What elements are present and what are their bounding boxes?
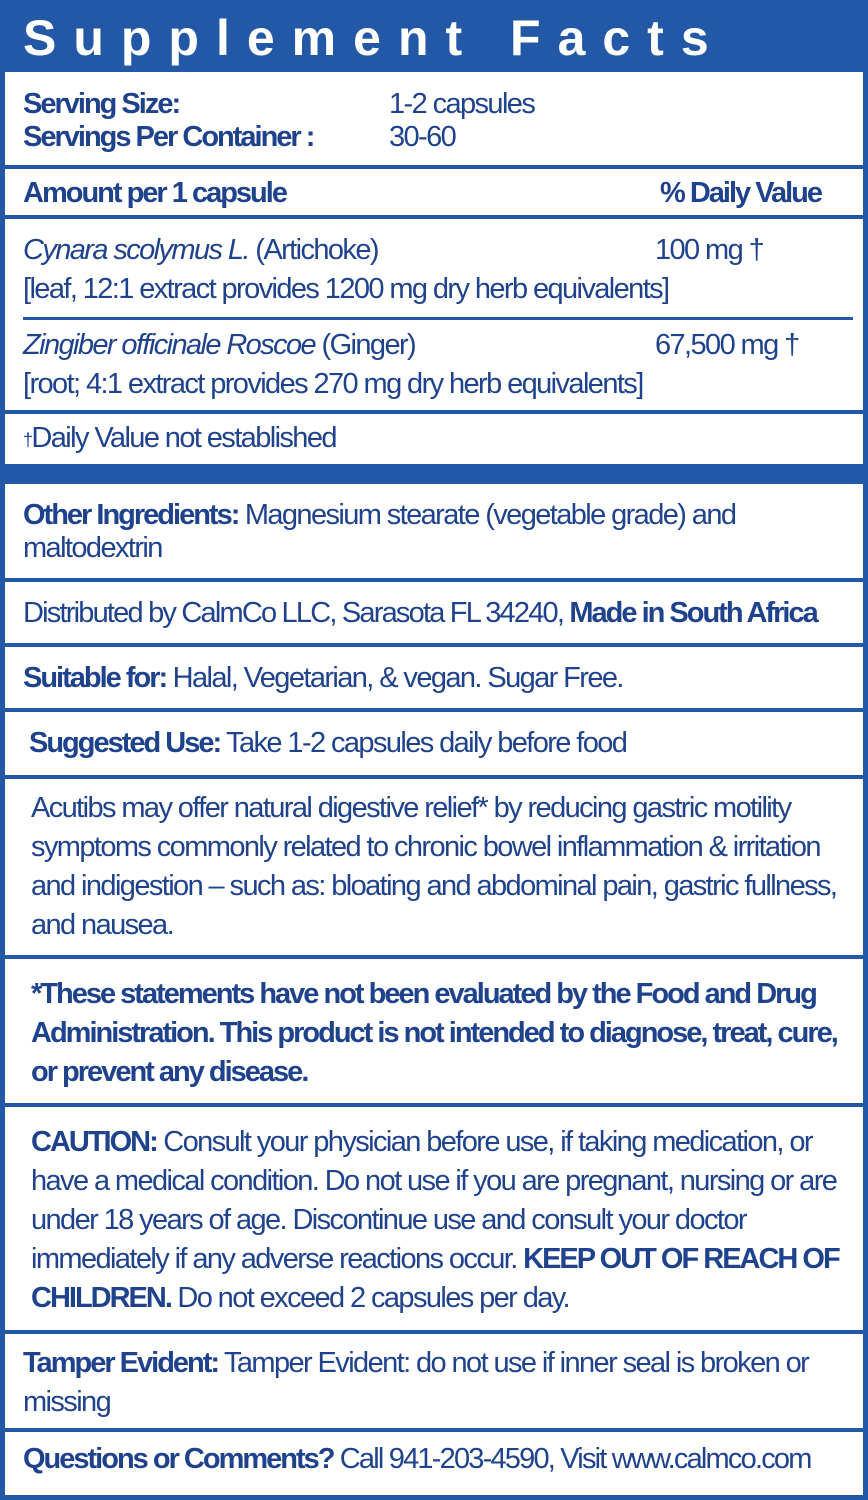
daily-value-label: % Daily Value [660, 177, 821, 209]
contact-label: Questions or Comments? [23, 1443, 334, 1475]
footnote-text: Daily Value not established [31, 422, 336, 454]
contact-text: Call 941-203-4590, Visit www.calmco.com [333, 1443, 811, 1475]
servings-per-container-label: Servings Per Container : [23, 121, 314, 153]
amount-header [5, 169, 863, 219]
distributor-text: Distributed by CalmCo LLC, Sarasota FL 34240, [23, 597, 570, 629]
ingredient-row [5, 320, 863, 414]
ingredient-common-name: (Artichoke) [248, 234, 378, 266]
serving-info [5, 72, 863, 169]
serving-size-label: Serving Size: [23, 88, 180, 120]
suitable-for-label: Suitable for: [23, 662, 167, 694]
other-ingredients-text: Magnesium stearate (vegetable grade) and maltodextrin [23, 499, 736, 564]
caution-label: CAUTION: [31, 1126, 157, 1158]
product-description [5, 779, 863, 959]
suggested-use [5, 712, 863, 779]
amount-per-capsule-label: Amount per 1 capsule [23, 177, 286, 209]
other-ingredients-label: Other Ingredients: [23, 499, 239, 531]
fda-disclaimer-text: *These statements have not been evaluated by the Food and Drug Administration. This product is not intended to diagnose, treat, cure, or prevent any disease. [31, 978, 837, 1088]
suggested-use-text: Take 1-2 capsules daily before food [220, 727, 627, 759]
keep-out-of-reach-warning: KEEP OUT OF REACH OF CHILDREN. [31, 1243, 839, 1314]
caution-text: Consult your physician before use, if taking medication, or have a medical condition. Do not use if you are pregnant, nursing or are under 18 years of age. Discontinue use and consult your doctor immediately if any adverse reactions occur. [31, 1126, 837, 1275]
dagger-symbol: † [23, 430, 32, 450]
ingredient-amount: 100 mg † [655, 234, 764, 266]
origin-text: Made in South Africa [569, 597, 817, 629]
ingredient-detail: [root; 4:1 extract provides 270 mg dry herb equivalents] [23, 368, 643, 400]
ingredient-amount: 67,500 mg † [655, 329, 799, 361]
suggested-use-label: Suggested Use: [29, 727, 221, 759]
ingredient-latin-name: Cynara scolymus L. [23, 234, 249, 266]
description-text: Acutibs may offer natural digestive relief* by reducing gastric motility symptoms commonly related to chronic bowel inflammation & irritation and indigestion – such as: bloating and abdominal pain, gastric fullness, and nausea. [31, 792, 837, 941]
caution-section [5, 1107, 863, 1334]
other-ingredients [5, 484, 863, 582]
caution-tail: Do not exceed 2 capsules per day. [170, 1282, 569, 1314]
ingredient-detail: [leaf, 12:1 extract provides 1200 mg dry herb equivalents] [23, 273, 669, 305]
contact-info [5, 1432, 863, 1494]
tamper-evident-text: Tamper Evident: do not use if inner seal is broken or missing [23, 1347, 809, 1418]
fda-disclaimer [5, 959, 863, 1107]
suitable-for-text: Halal, Vegetarian, & vegan. Sugar Free. [166, 662, 623, 694]
distributor-info [5, 582, 863, 647]
tamper-evident-label: Tamper Evident: [23, 1347, 219, 1379]
suitable-for [5, 647, 863, 712]
serving-size-value: 1-2 capsules [389, 88, 535, 120]
label-title: Supplement Facts [5, 0, 863, 72]
servings-per-container-value: 30-60 [389, 121, 456, 153]
section-separator-bar [5, 464, 863, 484]
ingredient-row [5, 219, 863, 317]
tamper-evident [5, 1334, 863, 1432]
ingredient-latin-name: Zingiber officinale Roscoe [23, 329, 316, 361]
ingredient-common-name: (Ginger) [315, 329, 416, 361]
daily-value-footnote [5, 414, 863, 464]
